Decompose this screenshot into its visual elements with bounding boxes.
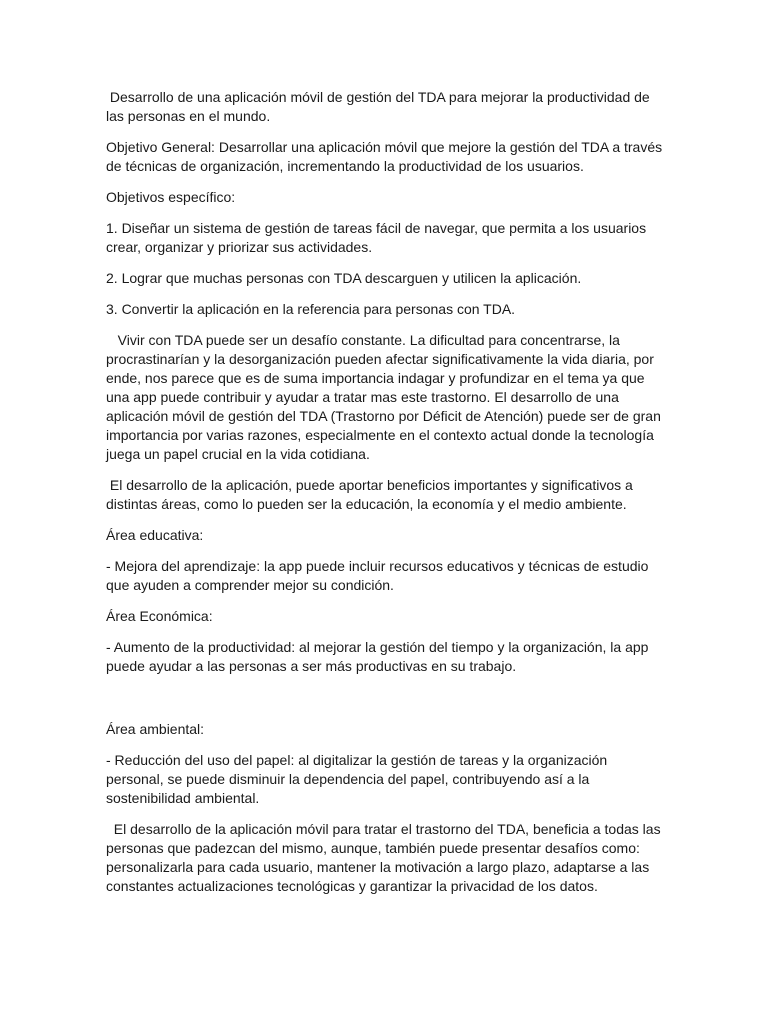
area-educativa-heading: Área educativa:	[106, 527, 204, 543]
objective-general: Objetivo General: Desarrollar una aplicación móvil que mejore la gestión del TDA a través de técnicas de organización, incrementando la productividad de los usuarios.	[106, 139, 667, 174]
objective-item-1: 1. Diseñar un sistema de gestión de tareas fácil de navegar, que permita a los usuarios crear, organizar y priorizar sus actividades.	[106, 220, 650, 255]
document-page	[106, 88, 666, 908]
benefits-paragraph: El desarrollo de la aplicación, puede aportar beneficios importantes y significativos a distintas áreas, como lo pueden ser la educación, la economía y el medio ambiente.	[106, 477, 637, 512]
area-economica-text: - Aumento de la productividad: al mejorar la gestión del tiempo y la organización, la app puede ayudar a las personas a ser más productivas en su trabajo.	[106, 639, 653, 674]
area-economica-heading: Área Económica:	[106, 608, 213, 624]
document-title-line: Desarrollo de una aplicación móvil de gestión del TDA para mejorar la productividad de las personas en el mundo.	[106, 89, 654, 124]
objectives-heading: Objetivos específico:	[106, 189, 236, 205]
conclusion-paragraph: El desarrollo de la aplicación móvil para tratar el trastorno del TDA, beneficia a todas las personas que padezcan del mismo, aunque, también puede presentar desafíos como: personalizarla para cada usuario, mantener la motivación a largo plazo, adaptarse a las constantes actualizaciones tecnológicas y garantizar la privacidad de los datos.	[106, 821, 665, 894]
intro-paragraph: Vivir con TDA puede ser un desafío constante. La dificultad para concentrarse, la procrastinarían y la desorganización pueden afectar significativamente la vida diaria, por ende, nos parece que es de suma importancia indagar y profundizar en el tema ya que una app puede contribuir y ayudar a tratar mas este trastorno. El desarrollo de una aplicación móvil de gestión del TDA (Trastorno por Déficit de Atención) puede ser de gran importancia por varias razones, especialmente en el contexto actual donde la tecnología juega un papel crucial en la vida cotidiana.	[106, 332, 665, 462]
objective-item-3: 3. Convertir la aplicación en la referencia para personas con TDA.	[106, 301, 516, 317]
area-educativa-text: - Mejora del aprendizaje: la app puede incluir recursos educativos y técnicas de estudio que ayuden a comprender mejor su condición.	[106, 558, 653, 593]
area-ambiental-text: - Reducción del uso del papel: al digitalizar la gestión de tareas y la organización personal, se puede disminuir la dependencia del papel, contribuyendo así a la sostenibilidad ambiental.	[106, 752, 612, 806]
objective-item-2: 2. Lograr que muchas personas con TDA descarguen y utilicen la aplicación.	[106, 270, 582, 286]
area-ambiental-heading: Área ambiental:	[106, 721, 205, 737]
